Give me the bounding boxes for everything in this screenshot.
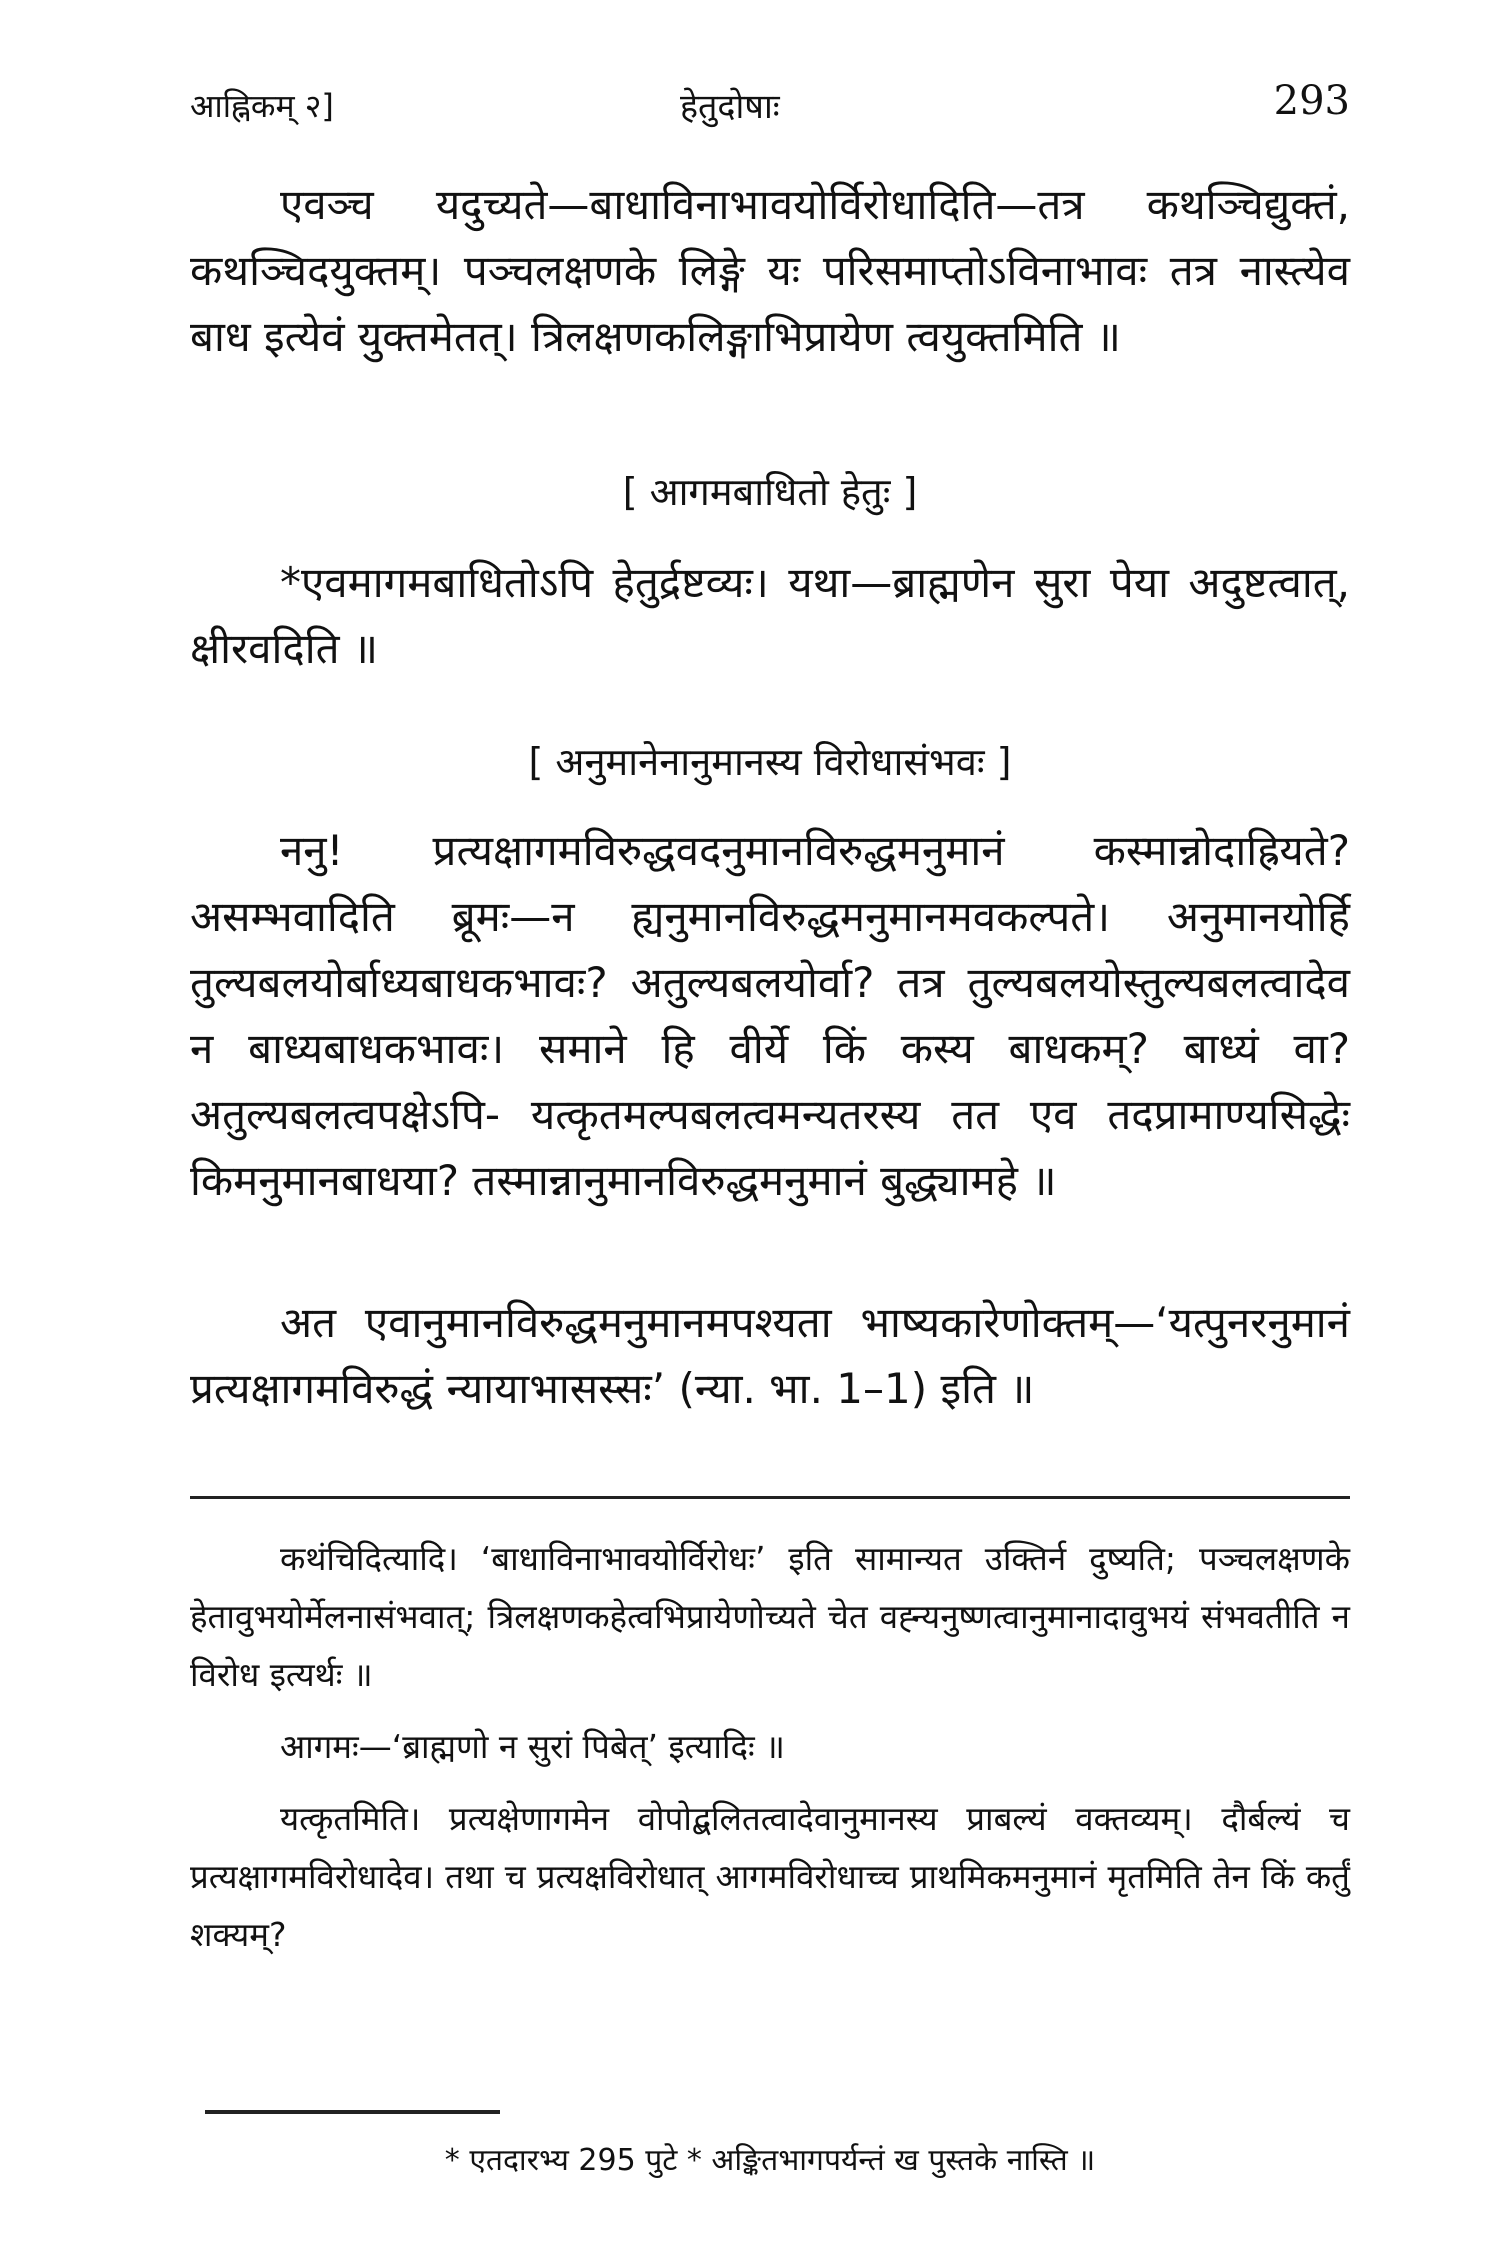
main-text-3: [190, 818, 1350, 1214]
section-heading-1: [ आगमबाधितो हेतुः ]: [622, 470, 918, 514]
paragraph-3: ननु! प्रत्यक्षागमविरुद्धवदनुमानविरुद्धमनुमानं कस्मान्नोदाह्रियते? असम्भवादिति ब्रूमः—न ह्यनुमानविरुद्धमनुमानमवकल्पते। अनुमानयोर्हि तुल्यबलयोर्बाध्यबाधकभावः? अतुल्यबलयोर्वा? तत्र तुल्यबलयोस्तुल्यबलत्वादेव न बाध्यबाधकभावः। समाने हि वीर्ये किं कस्य बाधकम्? बाध्यं वा? अतुल्यबलत्वपक्षेऽपि- यत्कृतमल्पबलत्वमन्यतरस्य तत एव तदप्रामाण्यसिद्धेः किमनुमानबाधया? तस्मान्नानुमानविरुद्धमनुमानं बुद्ध्यामहे ॥: [190, 826, 1350, 1205]
section-title: हेतुदोषाः: [680, 87, 780, 127]
footnote: * एतदारभ्य 295 पुटे * अङ्कितभागपर्यन्तं ख पुस्तके नास्ति ॥: [444, 2143, 1096, 2178]
chapter-label: आह्निकम् २]: [190, 87, 334, 125]
footnote-divider: [205, 2110, 500, 2114]
main-text-4: [190, 1290, 1350, 1422]
running-header: [190, 78, 1350, 138]
paragraph-2: *एवमागमबाधितोऽपि हेतुर्द्रष्टव्यः। यथा—ब्राह्मणेन सुरा पेया अदुष्टत्वात्, क्षीरवदिति ॥: [190, 558, 1350, 673]
commentary-1: कथंचिदित्यादि। ‘बाधाविनाभावयोर्विरोधः’ इति सामान्यत उक्तिर्न दुष्यति; पञ्चलक्षणके हेतावुभयोर्मेलनासंभवात्; त्रिलक्षणकहेत्वभिप्रायेणोच्यते चेत वह्न्यनुष्णत्वानुमानादावुभयं संभवतीति न विरोध इत्यर्थः ॥: [190, 1539, 1350, 1694]
commentary: [190, 1530, 1350, 1964]
main-text: [190, 172, 1350, 370]
section-heading-2: [ अनुमानेनानुमानस्य विरोधासंभवः ]: [528, 740, 1012, 784]
commentary-3: यत्कृतमिति। प्रत्यक्षेणागमेन वोपोद्बलितत्वादेवानुमानस्य प्राबल्यं वक्तव्यम्। दौर्बल्यं च प्रत्यक्षागमविरोधादेव। तथा च प्रत्यक्षविरोधात् आगमविरोधाच्च प्राथमिकमनुमानं मृतमिति तेन किं कर्तुं शक्यम्?: [190, 1799, 1350, 1954]
paragraph-1: एवञ्च यदुच्यते—बाधाविनाभावयोर्विरोधादिति—तत्र कथञ्चिद्युक्तं, कथञ्चिदयुक्तम्। पञ्चलक्षणके लिङ्गे यः परिसमाप्तोऽविनाभावः तत्र नास्त्येव बाध इत्येवं युक्तमेतत्। त्रिलक्षणकलिङ्गाभिप्रायेण त्वयुक्तमिति ॥: [190, 180, 1350, 361]
commentary-divider: [190, 1496, 1350, 1499]
main-text-2: [190, 550, 1350, 682]
paragraph-4: अत एवानुमानविरुद्धमनुमानमपश्यता भाष्यकारेणोक्तम्—‘यत्पुनरनुमानं प्रत्यक्षागमविरुद्धं न्यायाभासस्सः’ (न्या. भा. 1–1) इति ॥: [190, 1298, 1350, 1413]
page-number: 293: [1273, 78, 1350, 124]
commentary-2: आगमः—‘ब्राह्मणो न सुरां पिबेत्’ इत्यादिः ॥: [280, 1727, 785, 1766]
